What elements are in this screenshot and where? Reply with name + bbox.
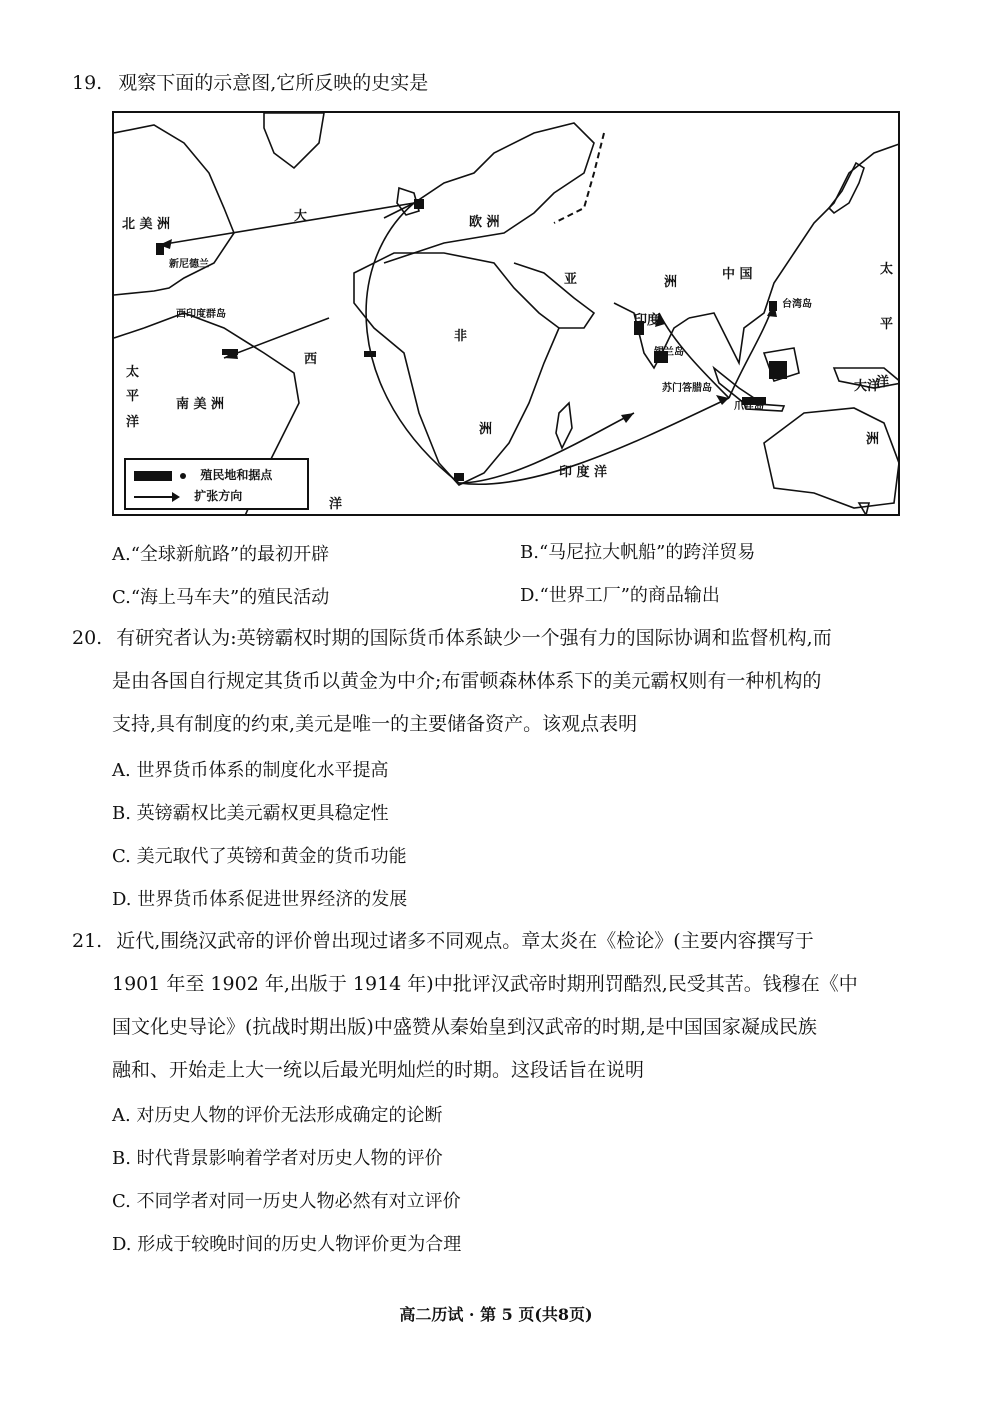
label-india: 印度 (634, 313, 661, 328)
greenland-coast (264, 113, 324, 168)
colony-marker-moluccas (769, 361, 787, 379)
q20-stem-3: 支持,具有制度的约束,美元是唯一的主要储备资产。该观点表明 (112, 713, 638, 735)
q19-stem-line (72, 68, 428, 95)
label-oceania-2: 洲 (866, 432, 880, 447)
legend-row-direction (134, 487, 242, 504)
label-oceania: 大洋 (854, 379, 881, 394)
q19-stem: 观察下面的示意图,它所反映的史实是 (118, 72, 429, 94)
label-sumatra: 苏门答腊岛 (662, 383, 712, 394)
arrowhead-indian-ocean (621, 413, 634, 423)
label-europe: 欧 洲 (469, 215, 500, 230)
q20-option-c[interactable]: C. 美元取代了英镑和黄金的货币功能 (112, 846, 407, 867)
q19-number: 19. (72, 72, 103, 94)
q21-line-1 (72, 926, 814, 953)
label-atlantic-3: 洋 (329, 497, 343, 512)
colony-marker-netherlands (414, 199, 424, 209)
q20-option-b[interactable]: B. 英镑霸权比美元霸权更具稳定性 (112, 803, 389, 824)
q21-option-a[interactable]: A. 对历史人物的评价无法形成确定的论断 (112, 1105, 443, 1126)
africa-coast (354, 253, 559, 485)
arrow-to-new-netherlands (159, 203, 414, 245)
label-africa-2: 洲 (479, 422, 493, 437)
q20-option-a[interactable]: A. 世界货币体系的制度化水平提高 (112, 760, 389, 781)
australia-coast (764, 408, 899, 508)
colony-marker-west-africa (364, 351, 376, 357)
dashed-border (554, 133, 604, 223)
colony-marker-cape (454, 473, 464, 481)
label-pacific-east-2: 平 (880, 317, 894, 332)
arabia-coast (514, 263, 594, 328)
q19-option-a[interactable]: A.“全球新航路”的最初开辟 (112, 544, 330, 565)
q21-stem-4: 融和、开始走上大一统以后最光明灿烂的时期。这段话旨在说明 (112, 1059, 645, 1081)
q21-option-b[interactable]: B. 时代背景影响着学者对历史人物的评价 (112, 1148, 443, 1169)
legend-arrow-icon (134, 492, 180, 502)
label-java: 爪哇岛 (734, 401, 764, 412)
q19-option-c[interactable]: C.“海上马车夫”的殖民活动 (112, 587, 330, 608)
europe-coast (384, 123, 594, 263)
label-indian-ocean: 印 度 洋 (559, 465, 608, 480)
colony-marker-new-netherlands (156, 243, 164, 255)
label-north-america: 北 美 洲 (122, 217, 171, 232)
q21-stem-2: 1901 年至 1902 年,出版于 1914 年)中批评汉武帝时期刑罚酷烈,民受其苦。钱穆在《中 (112, 973, 858, 995)
q20-option-d[interactable]: D. 世界货币体系促进世界经济的发展 (112, 889, 408, 910)
label-west-indies: 西印度群岛 (176, 309, 226, 320)
q20-line-1 (72, 623, 832, 650)
label-new-netherlands: 新尼德兰 (169, 259, 209, 270)
arrow-to-taiwan (729, 303, 774, 398)
legend-colony-swatch (134, 471, 172, 481)
label-pacific-west: 太 (126, 365, 140, 380)
label-pacific-west-3: 洋 (126, 415, 140, 430)
label-atlantic-2: 西 (304, 352, 318, 367)
label-china: 中 国 (722, 267, 753, 282)
label-atlantic: 大 (294, 209, 308, 224)
q21-option-c[interactable]: C. 不同学者对同一历史人物必然有对立评价 (112, 1191, 461, 1212)
label-pacific-west-2: 平 (126, 389, 140, 404)
world-map-figure (112, 111, 900, 516)
q21-option-d[interactable]: D. 形成于较晚时间的历史人物评价更为合理 (112, 1234, 462, 1255)
q19-option-b[interactable]: B.“马尼拉大帆船”的跨洋贸易 (520, 542, 756, 563)
q20-stem-1: 有研究者认为:英镑霸权时期的国际货币体系缺少一个强有力的国际协调和监督机构,而 (116, 627, 832, 649)
legend-row-colony (134, 466, 272, 483)
label-pacific-east-3: 洋 (876, 375, 890, 390)
japan-coast (829, 163, 864, 213)
q19-option-d[interactable]: D.“世界工厂”的商品输出 (520, 585, 720, 606)
label-pacific-east: 太 (880, 262, 894, 277)
colony-marker-guiana (222, 349, 238, 355)
q21-stem-3: 国文化史导论》(抗战时期出版)中盛赞从秦始皇到汉武帝的时期,是中国国家凝成民族 (112, 1016, 817, 1038)
q20-stem-2: 是由各国自行规定其货币以黄金为中介;布雷顿森林体系下的美元霸权则有一种机构的 (112, 670, 822, 692)
q20-number: 20. (72, 627, 103, 649)
legend-dot-icon (180, 473, 186, 479)
map-drawing (114, 113, 900, 516)
label-asia: 亚 (564, 272, 578, 287)
q21-number: 21. (72, 930, 103, 952)
colony-marker-taiwan (769, 301, 777, 311)
legend-colony-label: 殖民地和据点 (200, 468, 273, 482)
label-taiwan: 台湾岛 (782, 299, 812, 310)
label-ceylon: 锡兰岛 (654, 347, 684, 358)
q21-stem-1: 近代,围绕汉武帝的评价曾出现过诸多不同观点。章太炎在《检论》(主要内容撰写于 (116, 930, 814, 952)
central-america-coast (114, 328, 144, 338)
legend-direction-label: 扩张方向 (194, 489, 243, 503)
map-legend (124, 458, 309, 510)
label-asia-2: 洲 (664, 275, 678, 290)
tasmania-coast (859, 503, 869, 515)
east-asia-coast (689, 143, 900, 363)
madagascar-coast (556, 403, 572, 448)
label-africa: 非 (454, 329, 468, 344)
label-south-america: 南 美 洲 (176, 397, 225, 412)
page-footer: 高二历试 · 第 5 页(共8页) (399, 1305, 593, 1324)
